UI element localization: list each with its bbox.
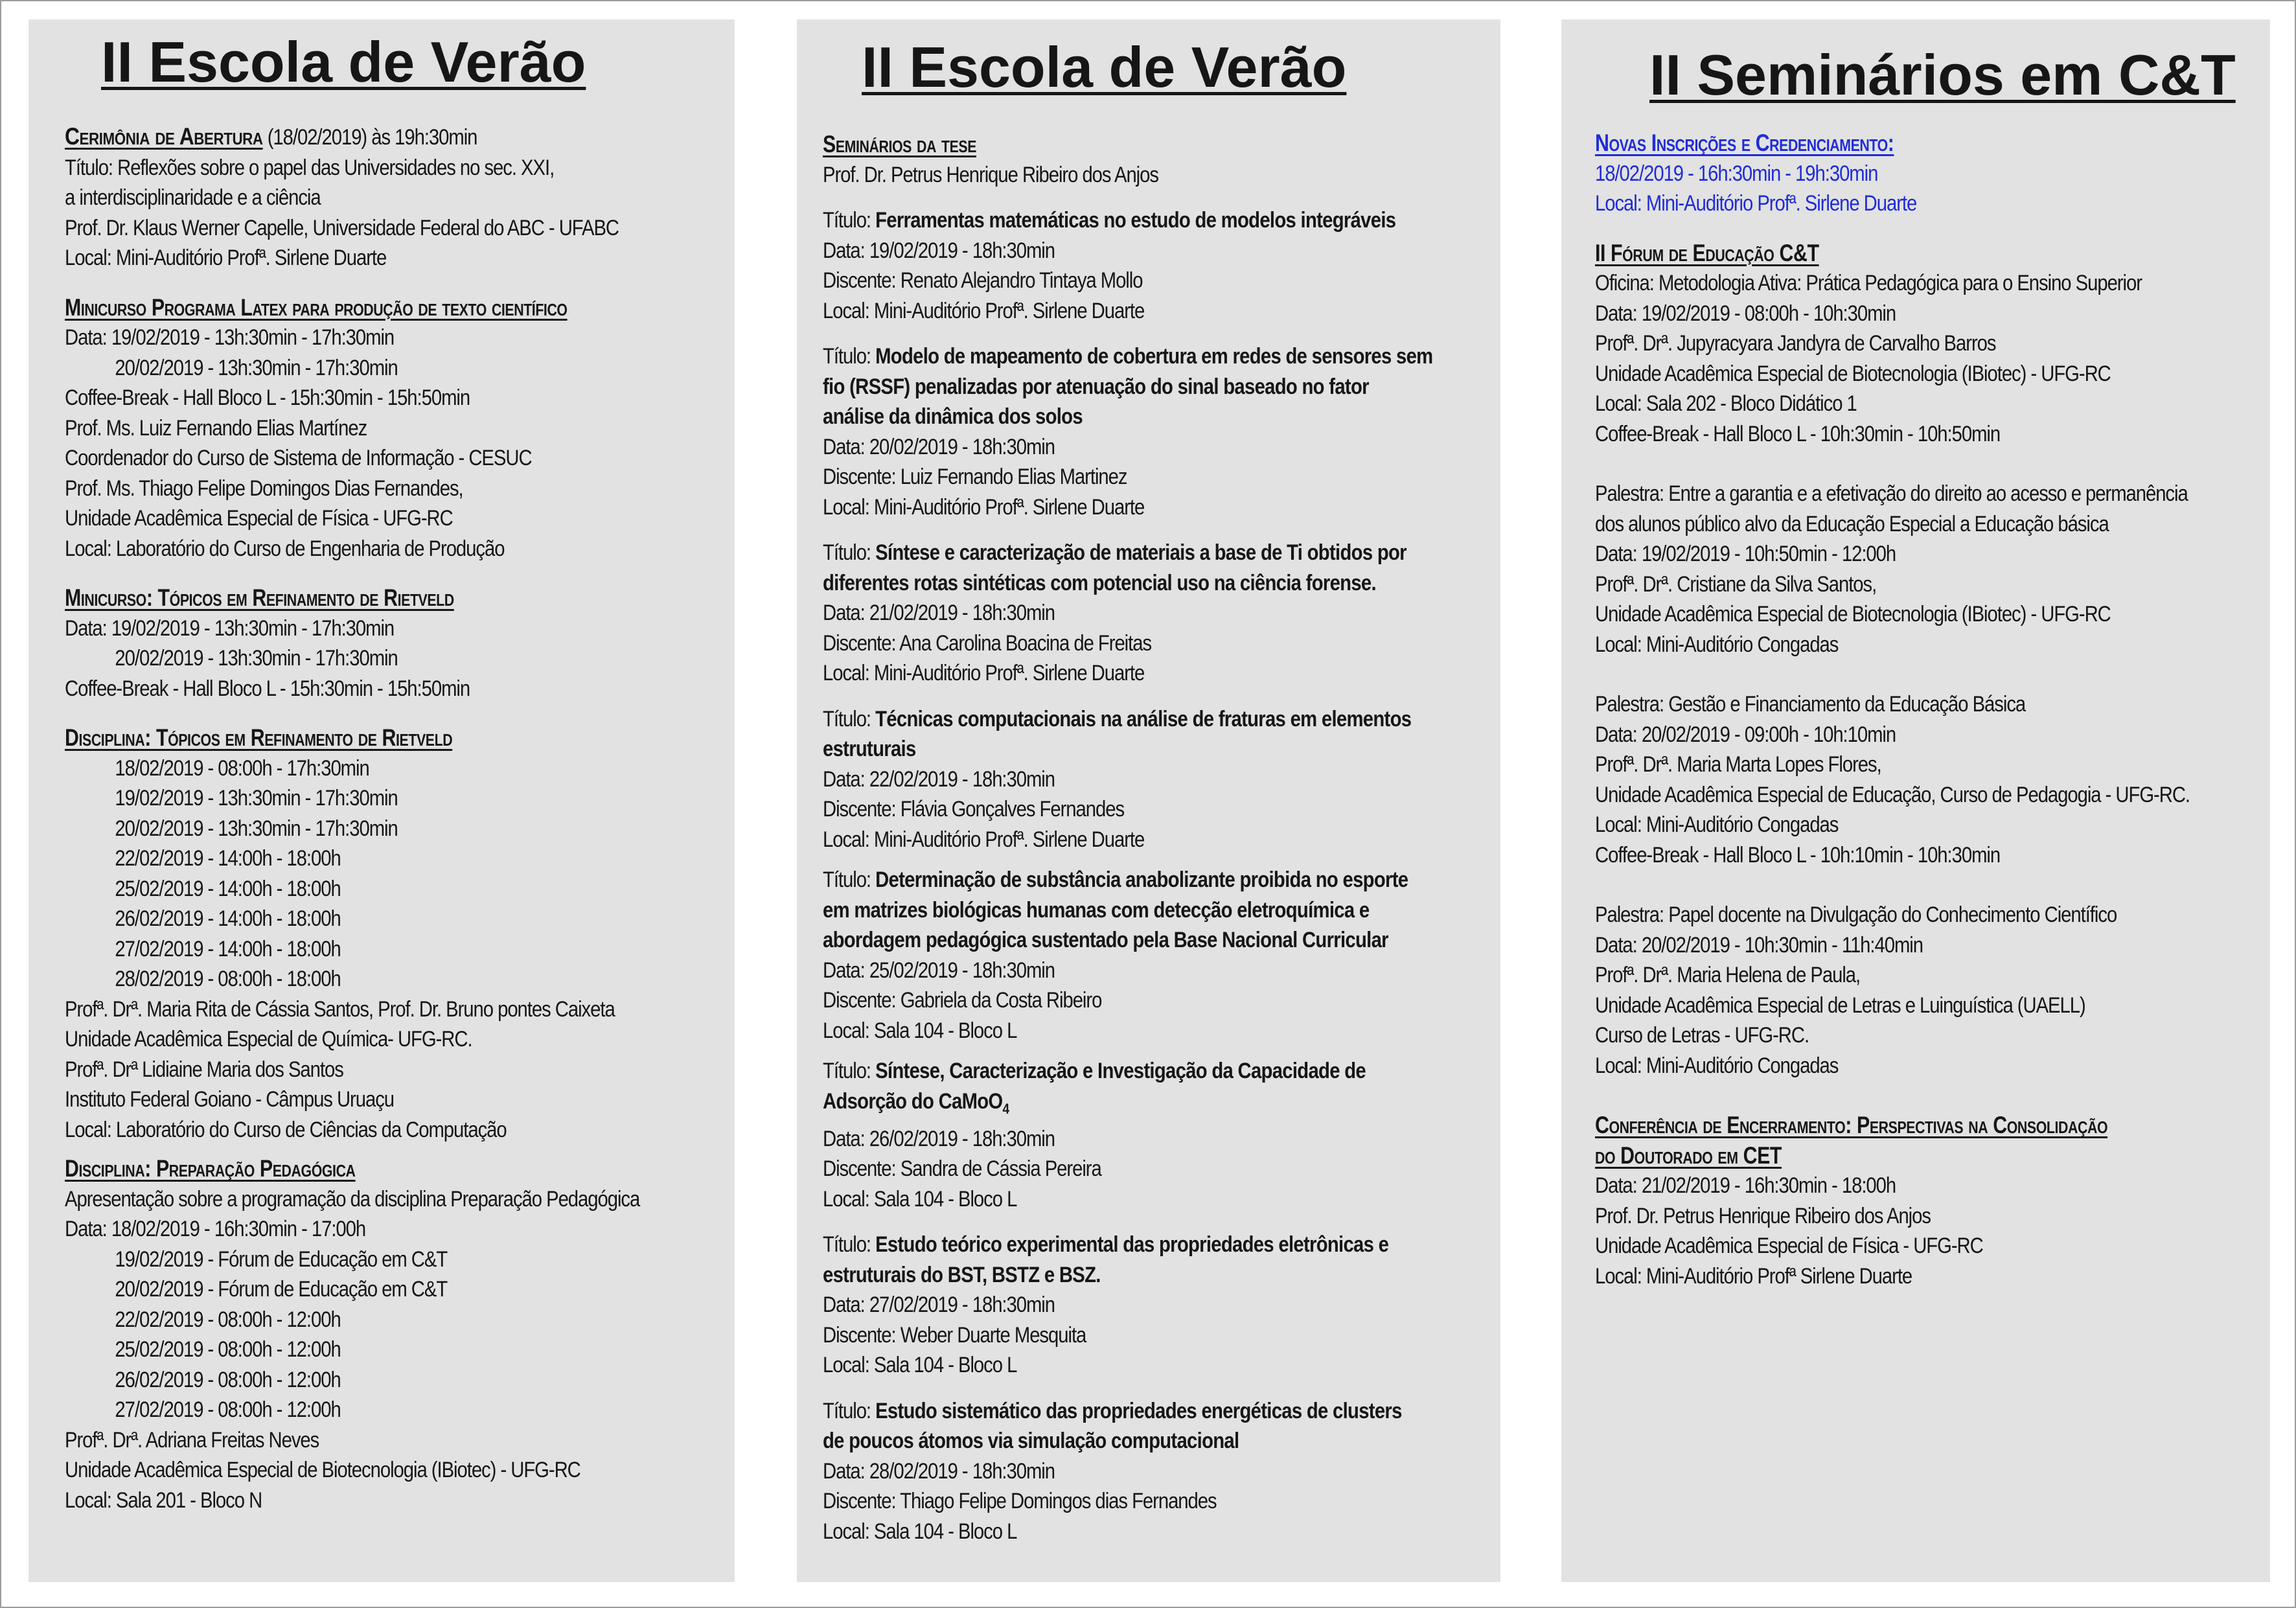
talk-student: Discente: Luiz Fernando Elias Martinez [823,465,1127,489]
text-line: Oficina: Metodologia Ativa: Prática Pedagógica para o Ensino Superior [1595,271,2142,295]
talk-student: Discente: Gabriela da Costa Ribeiro [823,988,1102,1013]
abertura-line [65,122,641,153]
date-line: 19/02/2019 - 13h:30min - 17h:30min [115,786,398,810]
date-line: 25/02/2019 - 14:00h - 18:00h [115,876,341,901]
date-line: 20/02/2019 - 13h:30min - 17h:30min [115,816,398,841]
talk-student: Discente: Sandra de Cássia Pereira [823,1156,1101,1182]
talk-student: Discente: Thiago Felipe Domingos dias Fernandes [823,1489,1217,1514]
talk-title-line [823,1230,1406,1260]
section-heading: Disciplina: Tópicos em Refinamento de Rietveld [65,724,453,751]
talk-title: análise da dinâmica dos solos [823,404,1083,429]
text-line: Coffee-Break - Hall Bloco L - 15h:30min - 15h:50min [65,676,470,701]
text-line: Data: 19/02/2019 - 10h:50min - 12:00h [1595,542,1896,566]
text-line: Data: 19/02/2019 - 08:00h - 10h:30min [1595,301,1896,326]
titulo-label: Título: [823,208,876,233]
text-line: Prof. Ms. Thiago Felipe Domingos Dias Fernandes, [65,476,463,501]
talk-student: Discente: Flávia Gonçalves Fernandes [823,797,1125,821]
text-line: Local: Mini-Auditório Congadas [1595,1053,1839,1078]
talk-title-line [823,865,1406,895]
date-line: 27/02/2019 - 08:00h - 12:00h [115,1397,341,1422]
date-line: 27/02/2019 - 14:00h - 18:00h [115,936,341,961]
talk-date: Data: 19/02/2019 - 18h:30min [823,238,1055,263]
text-line: Profª. Drª. Adriana Freitas Neves [65,1427,319,1453]
text-line: Coffee-Break - Hall Bloco L - 15h:30min - 15h:50min [65,385,470,410]
text-line: Profª. Drª. Maria Marta Lopes Flores, [1595,752,1881,777]
section-heading: Novas Inscrições e Credenciamento: [1595,130,1894,156]
talk-location: Local: Sala 104 - Bloco L [823,1018,1017,1043]
talk-date: Data: 28/02/2019 - 18h:30min [823,1458,1055,1484]
date-line: 18/02/2019 - 08:00h - 17h:30min [115,755,369,781]
talk-title-line [823,1086,1406,1124]
text-line: 18/02/2019 - 16h:30min - 19h:30min [1595,161,1878,186]
talk-date: Data: 27/02/2019 - 18h:30min [823,1292,1055,1318]
talk-title: estruturais [823,737,916,761]
text-line: 20/02/2019 - 13h:30min - 17h:30min [115,646,398,671]
text-line: Curso de Letras - UFG-RC. [1595,1023,1809,1048]
section-heading: II Fórum de Educação C&T [1595,239,1819,266]
date-line: 19/02/2019 - Fórum de Educação em C&T [115,1246,448,1272]
talk-title: Ferramentas matemáticas no estudo de modelos integráveis [875,208,1396,233]
text-line: Data: 20/02/2019 - 10h:30min - 11h:40min [1595,932,1923,958]
text-line: Unidade Acadêmica Especial de Letras e Luinguística (UAELL) [1595,993,2085,1018]
titulo-label: Título: [823,1059,876,1083]
date-line: 25/02/2019 - 08:00h - 12:00h [115,1337,341,1362]
text-line: Prof. Dr. Petrus Henrique Ribeiro dos Anjos [823,162,1158,187]
text-line: Coffee-Break - Hall Bloco L - 10h:10min - 10h:30min [1595,842,2001,867]
text-line: Coffee-Break - Hall Bloco L - 10h:30min - 10h:50min [1595,421,2001,446]
text-line: Apresentação sobre a programação da disciplina Preparação Pedagógica [65,1186,640,1212]
talk-item [823,341,1500,522]
date-line: 28/02/2019 - 08:00h - 18:00h [115,967,341,991]
talk-title: em matrizes biológicas humanas com detecção eletroquímica e [823,897,1370,923]
text-line: Data: 20/02/2019 - 09:00h - 10h:10min [1595,722,1896,747]
talk-title: fio (RSSF) penalizadas por atenuação do sinal baseado no fator [823,374,1369,399]
titulo-label: Título: [823,344,876,369]
section-heading: Minicurso Programa Latex para produção de texto científico [65,293,568,321]
text-line: Palestra: Gestão e Financiamento da Educação Básica [1595,692,2026,717]
talk-date: Data: 26/02/2019 - 18h:30min [823,1126,1055,1151]
talk-date: Data: 21/02/2019 - 18h:30min [823,601,1055,625]
talk-item [823,538,1500,689]
talk-student: Discente: Weber Duarte Mesquita [823,1322,1086,1348]
text-line: Profª. Drª. Jupyracyara Jandyra de Carvalho Barros [1595,331,1996,356]
date-line: 26/02/2019 - 14:00h - 18:00h [115,906,341,931]
titulo-label: Título: [823,867,876,892]
talk-title-line [823,205,1406,236]
talk-title: de poucos átomos via simulação computacional [823,1429,1239,1454]
text-line: Local: Laboratório do Curso de Ciências da Computação [65,1117,507,1142]
text-line: Prof. Ms. Luiz Fernando Elias Martínez [65,415,367,441]
talk-title: Estudo sistemático das propriedades energéticas de clusters [875,1398,1402,1423]
text-line: Local: Mini-Auditório Profª. Sirlene Duarte [65,246,387,270]
section-heading: Seminários da tese [823,131,977,157]
text-line: Título: Reflexões sobre o papel das Universidades no sec. XXI, [65,155,555,180]
talk-item [823,865,1500,1046]
text-line: 20/02/2019 - 13h:30min - 17h:30min [115,355,398,380]
talk-title: Modelo de mapeamento de cobertura em redes de sensores sem [875,344,1433,369]
text-line: Palestra: Entre a garantia e a efetivação do direito ao acesso e permanência [1595,481,2188,506]
talk-item [823,704,1500,855]
talk-student: Discente: Ana Carolina Boacina de Freitas [823,630,1152,656]
talk-title: Determinação de substância anabolizante proibida no esporte [875,867,1408,892]
date-line: 22/02/2019 - 14:00h - 18:00h [115,846,341,871]
text-line: Unidade Acadêmica Especial de Química- UFG-RC. [65,1027,472,1051]
text-line: Instituto Federal Goiano - Câmpus Uruaçu [65,1087,395,1112]
abertura-date: (18/02/2019) às 19h:30min [262,125,477,150]
text-line: Coordenador do Curso de Sistema de Informação - CESUC [65,446,532,470]
talk-location: Local: Mini-Auditório Profª. Sirlene Duarte [823,298,1145,323]
talk-location: Local: Mini-Auditório Profª. Sirlene Duarte [823,661,1145,685]
talk-title: Estudo teórico experimental das propriedades eletrônicas e [875,1232,1389,1258]
talk-title: diferentes rotas sintéticas com potencial uso na ciência forense. [823,570,1376,595]
column-title: II Escola de Verão [862,35,1347,99]
talk-title: Técnicas computacionais na análise de fraturas em elementos [875,706,1412,731]
titulo-label: Título: [823,1232,876,1258]
text-line: Unidade Acadêmica Especial de Física - UFG-RC [65,506,453,531]
text-line: Prof. Dr. Petrus Henrique Ribeiro dos Anjos [1595,1203,1931,1228]
talk-date: Data: 22/02/2019 - 18h:30min [823,766,1055,792]
column-seminarios [1561,19,2270,1582]
talk-title-line [823,1396,1406,1427]
column-title: II Escola de Verão [101,30,586,94]
abertura-heading: Cerimônia de Abertura [65,123,263,150]
section-heading: Disciplina: Preparação Pedagógica [65,1155,356,1182]
talk-title-line [823,1056,1406,1086]
talk-title: Adsorção do CaMoO [823,1088,1003,1114]
column-escola-verao-1 [29,19,735,1582]
date-line: 20/02/2019 - Fórum de Educação em C&T [115,1277,448,1302]
text-line: Unidade Acadêmica Especial de Biotecnologia (IBiotec) - UFG-RC [65,1458,580,1482]
text-line: Unidade Acadêmica Especial de Biotecnologia (IBiotec) - UFG-RC [1595,361,2111,386]
column-escola-verao-2 [797,19,1500,1582]
subscript: 4 [1002,1100,1009,1117]
date-line: 26/02/2019 - 08:00h - 12:00h [115,1367,341,1392]
date-line: 22/02/2019 - 08:00h - 12:00h [115,1307,341,1332]
text-line: Local: Sala 202 - Bloco Didático 1 [1595,391,1857,416]
talk-item [823,1230,1500,1381]
talk-location: Local: Mini-Auditório Profª. Sirlene Duarte [823,494,1145,520]
titulo-label: Título: [823,1398,876,1423]
talk-title: estruturais do BST, BSTZ e BSZ. [823,1262,1101,1287]
talk-item [823,1056,1500,1214]
text-line: Local: Sala 201 - Bloco N [65,1487,262,1513]
talk-date: Data: 25/02/2019 - 18h:30min [823,958,1055,983]
section-heading: Minicurso: Tópicos em Refinamento de Rietveld [65,584,454,611]
talk-title: abordagem pedagógica sustentado pela Base Nacional Curricular [823,928,1388,952]
text-line: Local: Mini-Auditório Congadas [1595,632,1839,657]
text-line: Unidade Acadêmica Especial de Educação, Curso de Pedagogia - UFG-RC. [1595,782,2190,807]
text-line: Data: 18/02/2019 - 16h:30min - 17:00h [65,1217,366,1241]
text-line: Local: Mini-Auditório Profª Sirlene Duarte [1595,1263,1912,1289]
text-line: Profª. Drª. Maria Helena de Paula, [1595,963,1861,987]
text-line: Palestra: Papel docente na Divulgação do Conhecimento Científico [1595,902,2117,927]
talk-location: Local: Sala 104 - Bloco L [823,1353,1017,1378]
text-line: Unidade Acadêmica Especial de Biotecnologia (IBiotec) - UFG-RC [1595,602,2111,626]
talk-item [823,1396,1500,1547]
talk-location: Local: Mini-Auditório Profª. Sirlene Duarte [823,827,1145,852]
text-line: Local: Mini-Auditório Congadas [1595,812,1839,837]
text-line: Data: 19/02/2019 - 13h:30min - 17h:30min [65,615,395,641]
titulo-label: Título: [823,540,876,565]
talk-title: Síntese, Caracterização e Investigação da Capacidade de [875,1059,1366,1083]
text-line: Data: 19/02/2019 - 13h:30min - 17h:30min [65,325,395,350]
text-line: a interdisciplinaridade e a ciência [65,185,321,210]
text-line: Prof. Dr. Klaus Werner Capelle, Universidade Federal do ABC - UFABC [65,215,619,240]
text-line: Local: Mini-Auditório Profª. Sirlene Duarte [1595,191,1917,216]
talk-title-line [823,538,1406,568]
text-line: Data: 21/02/2019 - 16h:30min - 18:00h [1595,1173,1896,1198]
text-line: Profª. Drª. Cristiane da Silva Santos, [1595,571,1877,597]
section-heading: Conferência de Encerramento: Perspectivas na Consolidação [1595,1112,2108,1138]
titulo-label: Título: [823,706,876,731]
talk-item [823,205,1500,326]
talk-title: Síntese e caracterização de materiais a base de Ti obtidos por [875,540,1406,565]
text-line: Profª. Drª Lidiaine Maria dos Santos [65,1057,343,1082]
talk-location: Local: Sala 104 - Bloco L [823,1519,1017,1544]
talk-title-line [823,341,1433,372]
talk-student: Discente: Renato Alejandro Tintaya Mollo [823,268,1143,293]
text-line: Profª. Drª. Maria Rita de Cássia Santos, Prof. Dr. Bruno pontes Caixeta [65,996,615,1022]
talk-date: Data: 20/02/2019 - 18h:30min [823,434,1055,459]
text-line: Local: Laboratório do Curso de Engenharia de Produção [65,536,505,561]
talk-title-line [823,704,1412,735]
text-line: Unidade Acadêmica Especial de Física - UFG-RC [1595,1234,1983,1258]
text-line: dos alunos público alvo da Educação Especial a Educação básica [1595,511,2109,536]
column-title: II Seminários em C&T [1649,43,2236,107]
talk-location: Local: Sala 104 - Bloco L [823,1186,1017,1212]
section-heading: do Doutorado em CET [1595,1142,1782,1169]
